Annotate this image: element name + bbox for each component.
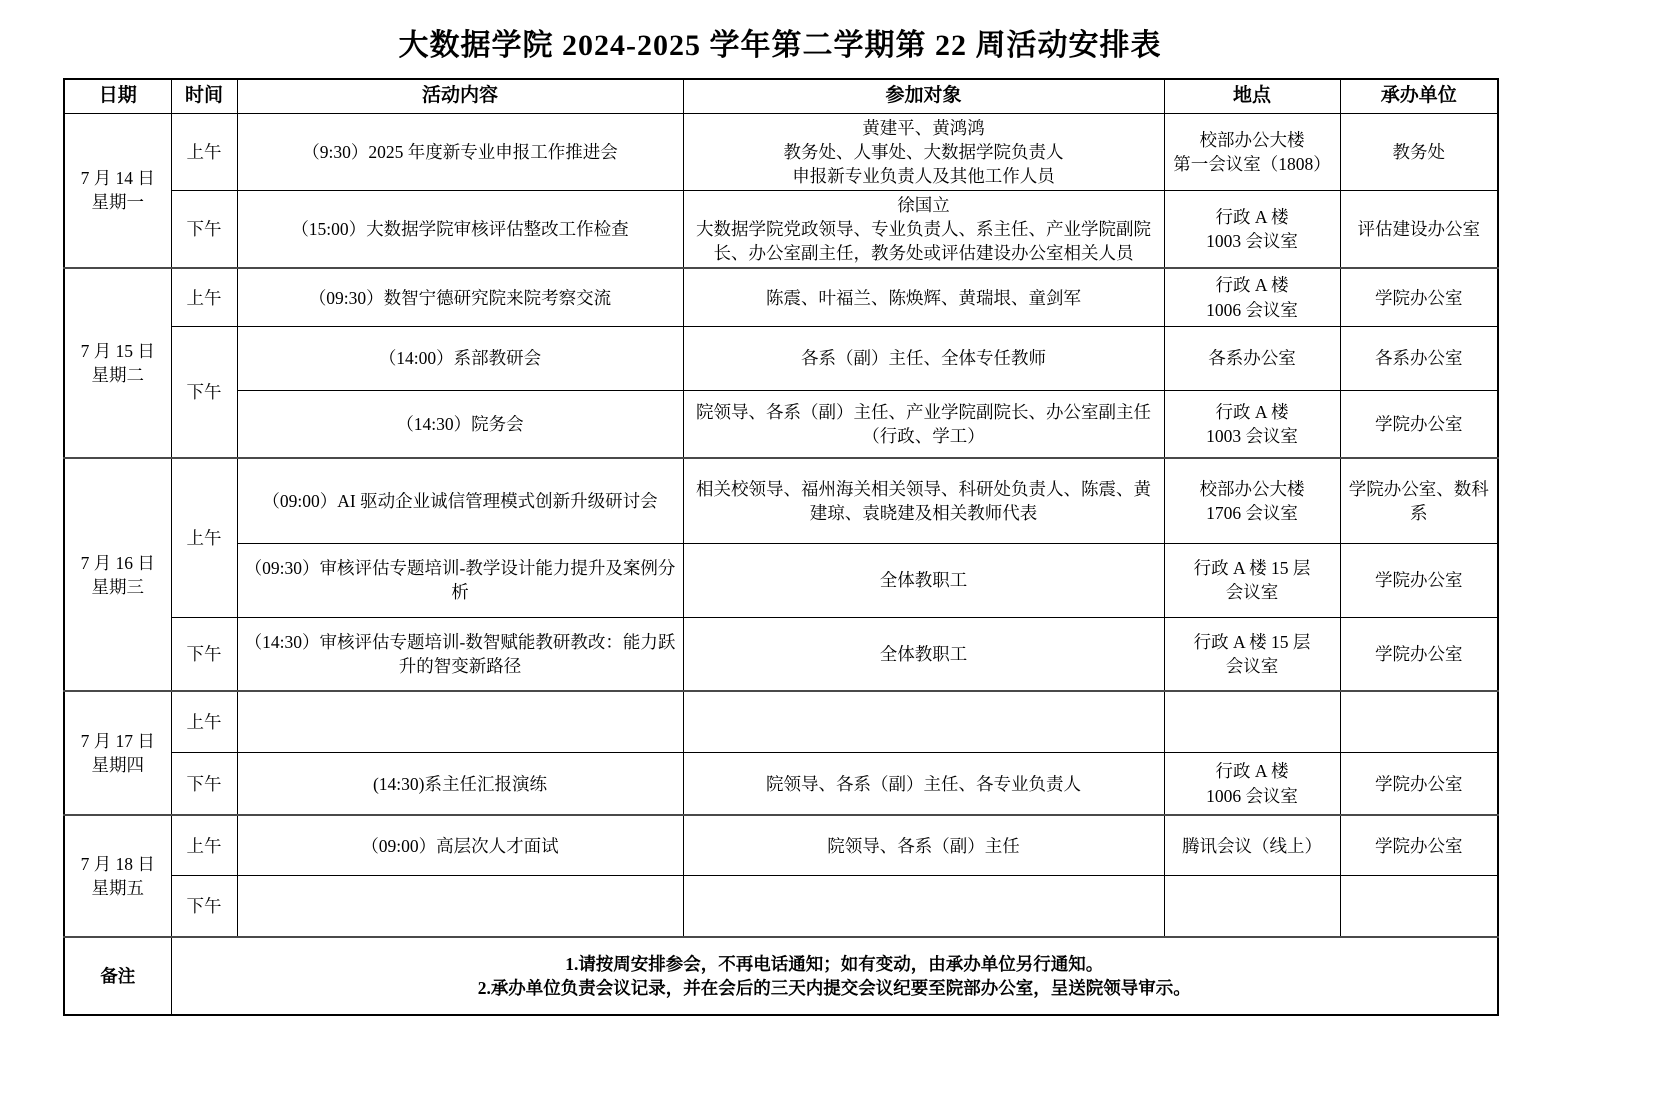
location-line: 行政 A 楼 15 层	[1193, 631, 1311, 652]
location-line: 行政 A 楼	[1215, 401, 1289, 422]
location-line: 行政 A 楼	[1215, 275, 1289, 296]
schedule-page	[0, 20, 1658, 1110]
participants-cell	[683, 875, 1164, 937]
table-row	[64, 543, 1498, 617]
participants-line: 徐国立	[897, 194, 950, 215]
col-header-activity: 活动内容	[237, 79, 683, 113]
organizer-cell: 学院办公室	[1340, 268, 1498, 326]
organizer-cell	[1340, 691, 1498, 752]
participants-cell	[683, 691, 1164, 752]
participants-line: 相关校领导、福州海关相关领导、科研处负责人、陈震、黄建琼、袁晓建及相关教师代表	[696, 478, 1151, 524]
time-cell: 下午	[171, 326, 237, 458]
activity-cell	[237, 875, 683, 937]
col-header-time: 时间	[171, 79, 237, 113]
participants-cell	[683, 543, 1164, 617]
table-row	[64, 815, 1498, 875]
participants-cell	[683, 752, 1164, 815]
weekday-text: 星期四	[91, 755, 144, 776]
organizer-cell: 学院办公室	[1340, 390, 1498, 458]
participants-cell	[683, 268, 1164, 326]
weekday-text: 星期三	[91, 576, 144, 597]
date-text: 7 月 17 日	[80, 731, 155, 752]
activity-cell: （09:00）AI 驱动企业诚信管理模式创新升级研讨会	[237, 458, 683, 543]
activity-cell: (14:30)系主任汇报演练	[237, 752, 683, 815]
organizer-cell: 学院办公室	[1340, 543, 1498, 617]
organizer-cell: 各系办公室	[1340, 326, 1498, 390]
participants-line: 大数据学院党政领导、专业负责人、系主任、产业学院副院长、办公室副主任，教务处或评估建设办公室相关人员	[696, 219, 1151, 264]
participants-line: 黄建平、黄鸿鸿	[862, 117, 985, 138]
location-cell	[1164, 543, 1340, 617]
date-cell-fri	[64, 815, 171, 937]
time-cell: 上午	[171, 268, 237, 326]
time-cell: 上午	[171, 113, 237, 190]
participants-line: 院领导、各系（副）主任、产业学院副院长、办公室副主任（行政、学工）	[696, 401, 1151, 447]
participants-cell	[683, 326, 1164, 390]
location-line: 1003 会议室	[1206, 231, 1298, 252]
activity-cell: （09:00）高层次人才面试	[237, 815, 683, 875]
participants-line: 申报新专业负责人及其他工作人员	[792, 165, 1055, 186]
time-cell: 下午	[171, 875, 237, 937]
activity-cell: （09:30）审核评估专题培训-教学设计能力提升及案例分析	[237, 543, 683, 617]
table-row	[64, 326, 1498, 390]
table-row	[64, 691, 1498, 752]
activity-cell: （09:30）数智宁德研究院来院考察交流	[237, 268, 683, 326]
table-row	[64, 390, 1498, 458]
participants-cell	[683, 113, 1164, 190]
participants-line: 陈震、叶福兰、陈焕辉、黄瑞垠、童剑军	[766, 287, 1081, 308]
time-cell: 下午	[171, 752, 237, 815]
activity-cell: （15:00）大数据学院审核评估整改工作检查	[237, 190, 683, 268]
organizer-cell: 学院办公室	[1340, 815, 1498, 875]
organizer-cell	[1340, 875, 1498, 937]
participants-line: 全体教职工	[879, 570, 968, 591]
remark-notes	[171, 937, 1498, 1015]
participants-line: 教务处、人事处、大数据学院负责人	[783, 141, 1064, 162]
table-row	[64, 752, 1498, 815]
location-cell	[1164, 113, 1340, 190]
page-title: 大数据学院 2024-2025 学年第二学期第 22 周活动安排表	[398, 29, 1162, 62]
location-line: 1003 会议室	[1206, 426, 1298, 447]
location-cell	[1164, 390, 1340, 458]
time-cell: 上午	[171, 458, 237, 617]
location-line: 会议室	[1225, 582, 1279, 603]
organizer-cell: 评估建设办公室	[1340, 190, 1498, 268]
activity-cell: （14:00）系部教研会	[237, 326, 683, 390]
remark-label: 备注	[64, 937, 171, 1015]
activity-cell: （9:30）2025 年度新专业申报工作推进会	[237, 113, 683, 190]
location-line: 1006 会议室	[1206, 785, 1298, 806]
remark-note-line: 2.承办单位负责会议记录，并在会后的三天内提交会议纪要至院部办公室，呈送院领导审示。	[477, 978, 1191, 999]
time-cell: 上午	[171, 691, 237, 752]
table-row	[64, 113, 1498, 190]
location-cell	[1164, 752, 1340, 815]
table-row	[64, 617, 1498, 691]
date-text: 7 月 16 日	[80, 552, 155, 573]
organizer-cell: 教务处	[1340, 113, 1498, 190]
location-line: 腾讯会议（线上）	[1182, 835, 1322, 856]
location-line: 行政 A 楼	[1215, 761, 1289, 782]
time-cell: 下午	[171, 617, 237, 691]
col-header-organizer: 承办单位	[1340, 79, 1498, 113]
organizer-cell: 学院办公室、数科系	[1340, 458, 1498, 543]
weekday-text: 星期一	[91, 192, 144, 213]
organizer-cell: 学院办公室	[1340, 617, 1498, 691]
location-cell	[1164, 691, 1340, 752]
participants-cell	[683, 190, 1164, 268]
date-cell-thu	[64, 691, 171, 815]
col-header-location: 地点	[1164, 79, 1340, 113]
schedule-table	[63, 78, 1499, 1016]
date-text: 7 月 18 日	[80, 854, 155, 875]
location-cell	[1164, 326, 1340, 390]
participants-line: 院领导、各系（副）主任	[827, 835, 1020, 856]
table-row	[64, 268, 1498, 326]
activity-cell: （14:30）审核评估专题培训-数智赋能教研教改：能力跃升的智变新路径	[237, 617, 683, 691]
col-header-participants: 参加对象	[683, 79, 1164, 113]
participants-cell	[683, 815, 1164, 875]
participants-line: 各系（副）主任、全体专任教师	[801, 348, 1046, 369]
location-cell	[1164, 875, 1340, 937]
organizer-cell: 学院办公室	[1340, 752, 1498, 815]
time-cell: 下午	[171, 190, 237, 268]
remark-row	[64, 937, 1498, 1015]
location-line: 会议室	[1225, 656, 1279, 677]
location-line: 行政 A 楼 15 层	[1193, 558, 1311, 579]
location-line: 第一会议室（1808）	[1173, 153, 1331, 174]
location-cell	[1164, 458, 1340, 543]
location-line: 1706 会议室	[1206, 503, 1298, 524]
header-row	[64, 79, 1498, 113]
location-cell	[1164, 268, 1340, 326]
activity-cell	[237, 691, 683, 752]
location-line: 校部办公大楼	[1199, 129, 1305, 150]
time-cell: 上午	[171, 815, 237, 875]
location-cell	[1164, 815, 1340, 875]
table-row	[64, 458, 1498, 543]
date-cell-mon	[64, 113, 171, 268]
weekday-text: 星期五	[91, 878, 144, 899]
table-row	[64, 190, 1498, 268]
remark-note-line: 1.请按周安排参会，不再电话通知；如有变动，由承办单位另行通知。	[565, 954, 1104, 975]
location-cell	[1164, 190, 1340, 268]
activity-cell: （14:30）院务会	[237, 390, 683, 458]
weekday-text: 星期二	[91, 365, 144, 386]
location-line: 行政 A 楼	[1215, 206, 1289, 227]
location-cell	[1164, 617, 1340, 691]
date-cell-wed	[64, 458, 171, 691]
participants-cell	[683, 390, 1164, 458]
participants-line: 院领导、各系（副）主任、各专业负责人	[766, 773, 1081, 794]
location-line: 各系办公室	[1208, 348, 1296, 369]
col-header-date: 日期	[64, 79, 171, 113]
participants-cell	[683, 458, 1164, 543]
participants-line: 全体教职工	[879, 644, 968, 665]
date-cell-tue	[64, 268, 171, 458]
date-text: 7 月 14 日	[80, 168, 155, 189]
table-row	[64, 875, 1498, 937]
location-line: 1006 会议室	[1206, 299, 1298, 320]
participants-cell	[683, 617, 1164, 691]
location-line: 校部办公大楼	[1199, 478, 1305, 499]
date-text: 7 月 15 日	[80, 341, 155, 362]
